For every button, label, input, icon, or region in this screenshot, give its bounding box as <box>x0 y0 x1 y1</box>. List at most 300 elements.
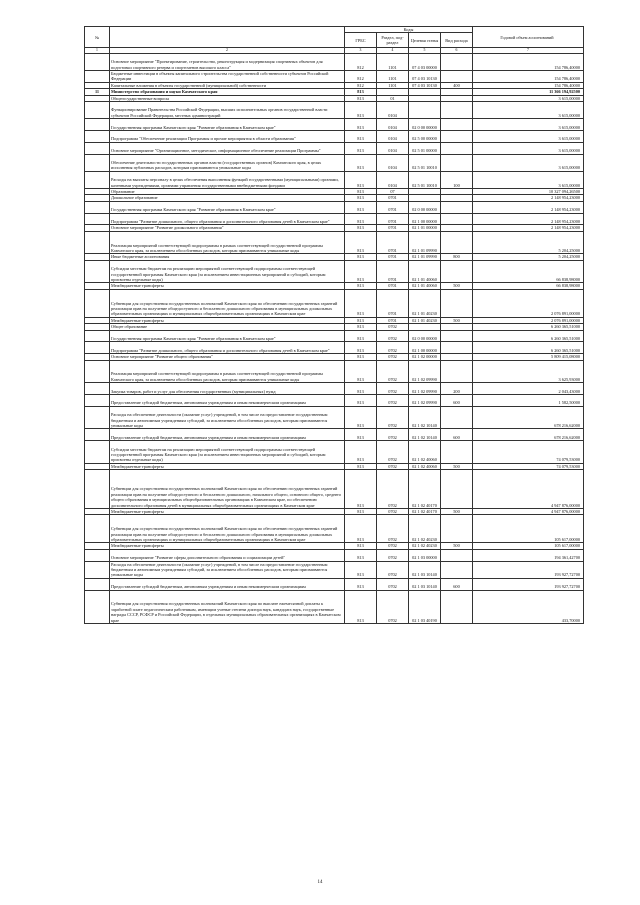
row-razdel: 0104 <box>377 142 409 154</box>
table-row <box>85 102 584 119</box>
budget-table <box>84 26 584 624</box>
row-sum: 2 076 891,00000 <box>473 317 584 323</box>
row-vid: 200 <box>441 383 473 395</box>
row-num <box>85 578 110 590</box>
row-razdel: 0702 <box>377 561 409 578</box>
row-sum: 678 216,62000 <box>473 406 584 429</box>
row-sum: 74 079,53000 <box>473 463 584 469</box>
row-num <box>85 470 110 509</box>
row-razdel: 0702 <box>377 383 409 395</box>
row-name: Предоставление субсидий бюджетным, автономным учреждениям и иным некоммерческим организациям <box>110 578 345 590</box>
row-name: Основное мероприятие "Развитие общего образования" <box>110 354 345 360</box>
row-grbs: 813 <box>345 383 377 395</box>
row-num <box>85 406 110 429</box>
row-razdel: 0702 <box>377 590 409 623</box>
row-csr: 02 1 02 40230 <box>409 543 441 549</box>
row-name: Общее образование <box>110 324 345 330</box>
row-csr: 02 1 02 10140 <box>409 429 441 441</box>
header-razdel: Раздел, под-раздел <box>377 33 409 48</box>
row-csr: 02 1 02 40060 <box>409 441 441 464</box>
row-csr: 07 4 03 00000 <box>409 53 441 70</box>
row-grbs: 813 <box>345 406 377 429</box>
row-name: Дошкольное образование <box>110 195 345 201</box>
row-razdel: 0702 <box>377 543 409 549</box>
row-grbs: 813 <box>345 283 377 289</box>
row-csr: 02 1 01 09990 <box>409 254 441 260</box>
row-grbs: 812 <box>345 71 377 83</box>
row-sum: 3 615,00000 <box>473 142 584 154</box>
row-razdel: 0701 <box>377 225 409 231</box>
row-vid: 100 <box>441 171 473 188</box>
row-razdel: 0702 <box>377 360 409 383</box>
row-razdel: 0104 <box>377 171 409 188</box>
header-grbs: ГРБС <box>345 33 377 48</box>
row-razdel: 0702 <box>377 354 409 360</box>
row-csr: 02 1 00 00000 <box>409 213 441 225</box>
row-sum: 2 148 954,23000 <box>473 213 584 225</box>
row-name: Иные бюджетные ассигнования <box>110 254 345 260</box>
row-vid: 600 <box>441 429 473 441</box>
row-vid <box>441 131 473 143</box>
row-sum: 3 615,00000 <box>473 154 584 171</box>
row-csr: 07 4 03 10130 <box>409 71 441 83</box>
row-csr: 02 1 02 09990 <box>409 383 441 395</box>
colnum-2: 2 <box>110 48 345 53</box>
row-sum: 3 625,93000 <box>473 360 584 383</box>
row-razdel: 1101 <box>377 71 409 83</box>
colnum-7: 7 <box>473 48 584 53</box>
row-name: Субсидии местным бюджетам на реализацию мероприятий соответствующей подпрограммы соответствующей государственной программы Камчатского края (за исключением инвестиционных мероприятий и субсидий, которым присвоены отдельные коды) <box>110 260 345 283</box>
row-num <box>85 383 110 395</box>
row-name: Субвенции для осуществления государственных полномочий Камчатского края по обеспечению государственных гарантий реализации прав на получение общедоступного и бесплатного дошкольного, начального общего, основного общего, среднего общего образования в муниципальных общеобразовательных организациях в Камчатском крае, по обеспечению дополнительного образования детей в муниципальных общеобразовательных организациях в Камчатском крае <box>110 470 345 509</box>
table-row <box>85 470 584 509</box>
table-row <box>85 213 584 225</box>
table-row <box>85 330 584 342</box>
row-vid <box>441 590 473 623</box>
row-sum: 66 838,98000 <box>473 283 584 289</box>
row-razdel: 0701 <box>377 260 409 283</box>
row-num <box>85 231 110 254</box>
row-name: Министерство образования и науки Камчатского края <box>110 89 345 95</box>
header-num: № <box>85 27 110 48</box>
row-grbs: 813 <box>345 561 377 578</box>
row-grbs: 813 <box>345 463 377 469</box>
row-csr: 02 1 01 09990 <box>409 231 441 254</box>
row-csr: 02 1 01 40230 <box>409 317 441 323</box>
row-vid <box>441 213 473 225</box>
row-grbs: 813 <box>345 201 377 213</box>
row-name: Межбюджетные трансферты <box>110 508 345 514</box>
row-csr: 02 1 02 09990 <box>409 360 441 383</box>
row-grbs: 813 <box>345 225 377 231</box>
row-csr: 02 1 02 10140 <box>409 406 441 429</box>
row-name: Межбюджетные трансферты <box>110 317 345 323</box>
row-sum: 74 079,53000 <box>473 441 584 464</box>
row-grbs: 813 <box>345 317 377 323</box>
row-name: Межбюджетные трансферты <box>110 283 345 289</box>
row-razdel: 1101 <box>377 53 409 70</box>
row-name: Государственная программа Камчатского края "Развитие образования в Камчатском крае" <box>110 119 345 131</box>
row-name: Подпрограмма "Обеспечение реализации Программы и прочие мероприятия в области образования" <box>110 131 345 143</box>
row-vid <box>441 102 473 119</box>
row-sum: 3 615,00000 <box>473 119 584 131</box>
table-row <box>85 383 584 395</box>
row-vid <box>441 549 473 561</box>
row-sum: 5 809 415,08000 <box>473 354 584 360</box>
row-razdel: 07 <box>377 188 409 194</box>
row-num <box>85 260 110 283</box>
table-row <box>85 429 584 441</box>
table-row <box>85 289 584 317</box>
row-razdel: 0104 <box>377 119 409 131</box>
row-vid <box>441 561 473 578</box>
row-razdel: 0702 <box>377 463 409 469</box>
row-csr: 02 0 00 00000 <box>409 330 441 342</box>
row-vid <box>441 342 473 354</box>
row-name: Подпрограмма "Развитие дошкольного, общего образования и дополнительного образования детей в Камчатском крае" <box>110 342 345 354</box>
row-vid <box>441 119 473 131</box>
row-grbs: 812 <box>345 82 377 88</box>
row-name: Субвенции для осуществления государственных полномочий Камчатского края по обеспечению государственных гарантий реализации прав на получение общедоступного и бесплатного дошкольного образования в муниципальных дошкольных образовательных организациях и муниципальных общеобразовательных организациях в Камчатском крае <box>110 289 345 317</box>
row-name: Субвенции для осуществления государственных полномочий Камчатского края по выплате ежемесячной доплаты к заработной плате педагогическим работникам, имеющим ученые степени доктора наук, кандидата наук, государственные награды СССР, РСФСР и Российской Федерации, в отдельных муниципальных образовательных организациях в Камчатском крае <box>110 590 345 623</box>
row-name: Образование <box>110 188 345 194</box>
row-num <box>85 561 110 578</box>
row-sum: 154 786,40000 <box>473 71 584 83</box>
row-razdel: 0701 <box>377 213 409 225</box>
row-sum: 10 327 094,26500 <box>473 188 584 194</box>
row-name: Субвенции для осуществления государственных полномочий Камчатского края по обеспечению государственных гарантий реализации прав на получение общедоступного и бесплатного дошкольного образования в муниципальных дошкольных образовательных организациях и муниципальных общеобразовательных организациях в Камчатском крае <box>110 515 345 543</box>
row-num <box>85 429 110 441</box>
table-row <box>85 549 584 561</box>
row-sum: 154 786,40000 <box>473 53 584 70</box>
row-razdel: 0701 <box>377 289 409 317</box>
row-num: 11 <box>85 89 110 95</box>
row-sum: 11 366 194,92500 <box>473 89 584 95</box>
table-row <box>85 578 584 590</box>
row-grbs: 813 <box>345 260 377 283</box>
row-vid: 600 <box>441 395 473 407</box>
row-num <box>85 201 110 213</box>
row-grbs: 813 <box>345 131 377 143</box>
header-csr: Целевая статья <box>409 33 441 48</box>
row-razdel: 0702 <box>377 441 409 464</box>
row-razdel: 0701 <box>377 254 409 260</box>
row-num <box>85 395 110 407</box>
row-razdel: 0702 <box>377 515 409 543</box>
row-vid: 500 <box>441 317 473 323</box>
row-razdel: 0702 <box>377 508 409 514</box>
row-name: Межбюджетные трансферты <box>110 463 345 469</box>
row-csr: 02 1 02 40230 <box>409 515 441 543</box>
row-name: Расходы на выплаты персоналу в целях обеспечения выполнения функций государственными (муниципальными) органами, казенными учреждениями, органами управления государственными внебюджетными фондами <box>110 171 345 188</box>
row-grbs: 813 <box>345 395 377 407</box>
row-vid <box>441 142 473 154</box>
colnum-6: 6 <box>441 48 473 53</box>
row-name: Предоставление субсидий бюджетным, автономным учреждениям и иным некоммерческим организациям <box>110 395 345 407</box>
row-name: Основное мероприятие "Развитие дошкольного образования" <box>110 225 345 231</box>
row-grbs: 813 <box>345 324 377 330</box>
row-sum: 6 260 365,51000 <box>473 324 584 330</box>
row-num <box>85 171 110 188</box>
row-name: Предоставление субсидий бюджетным, автономным учреждениям и иным некоммерческим организациям <box>110 429 345 441</box>
row-name: Реализация мероприятий соответствующей подпрограммы в рамках соответствующей государственной программы Камчатского края, за исключением обособленных расходов, которым присваиваются уникальные коды <box>110 360 345 383</box>
table-row <box>85 360 584 383</box>
row-csr: 07 4 03 10130 <box>409 82 441 88</box>
row-sum: 2 076 891,00000 <box>473 289 584 317</box>
row-sum: 678 216,62000 <box>473 429 584 441</box>
row-csr <box>409 102 441 119</box>
row-grbs: 813 <box>345 254 377 260</box>
row-vid: 600 <box>441 578 473 590</box>
row-sum: 433,70000 <box>473 590 584 623</box>
row-sum: 2 043,43000 <box>473 383 584 395</box>
row-name: Подпрограмма "Развитие дошкольного, общего образования и дополнительного образования детей в Камчатском крае" <box>110 213 345 225</box>
row-grbs: 813 <box>345 342 377 354</box>
table-row <box>85 231 584 254</box>
row-razdel: 0702 <box>377 429 409 441</box>
row-vid <box>441 515 473 543</box>
row-csr: 02 1 02 00000 <box>409 354 441 360</box>
row-num <box>85 360 110 383</box>
row-sum: 5 204,25000 <box>473 254 584 260</box>
row-sum: 105 617,00000 <box>473 515 584 543</box>
row-name: Функционирование Правительства Российской Федерации, высших исполнительных органов государственной власти субъектов Российской Федерации, местных администраций <box>110 102 345 119</box>
row-sum: 2 148 954,23000 <box>473 195 584 201</box>
table-body <box>85 53 584 623</box>
row-vid <box>441 330 473 342</box>
row-sum: 3 615,00000 <box>473 171 584 188</box>
row-sum: 194 361,42700 <box>473 549 584 561</box>
row-razdel: 0702 <box>377 549 409 561</box>
row-razdel: 0104 <box>377 154 409 171</box>
row-sum: 4 947 876,00000 <box>473 508 584 514</box>
row-sum: 2 148 954,23000 <box>473 201 584 213</box>
row-num <box>85 119 110 131</box>
row-grbs: 813 <box>345 590 377 623</box>
row-num <box>85 549 110 561</box>
row-grbs: 813 <box>345 289 377 317</box>
row-name: Общегосударственные вопросы <box>110 95 345 101</box>
row-grbs: 813 <box>345 508 377 514</box>
row-grbs: 813 <box>345 360 377 383</box>
row-sum: 2 148 954,23000 <box>473 225 584 231</box>
row-vid <box>441 154 473 171</box>
row-razdel: 0702 <box>377 324 409 330</box>
row-sum: 6 260 365,51000 <box>473 330 584 342</box>
table-row <box>85 71 584 83</box>
table-row <box>85 119 584 131</box>
row-grbs: 813 <box>345 142 377 154</box>
page-number: 14 <box>317 880 323 885</box>
row-name: Расходы на обеспечение деятельности (оказание услуг) учреждений, в том числе на предоставление государственным бюджетным и автономным учреждениям субсидий, за исключением обособленных расходов, которым присваиваются уникальные коды <box>110 561 345 578</box>
row-grbs: 813 <box>345 549 377 561</box>
row-num <box>85 102 110 119</box>
row-vid: 400 <box>441 82 473 88</box>
row-sum: 4 947 876,00000 <box>473 470 584 509</box>
row-razdel: 0104 <box>377 131 409 143</box>
row-vid <box>441 260 473 283</box>
table-row <box>85 142 584 154</box>
table-row <box>85 154 584 171</box>
row-sum: 5 204,25000 <box>473 231 584 254</box>
colnum-3: 3 <box>345 48 377 53</box>
table-row <box>85 131 584 143</box>
row-num <box>85 515 110 543</box>
row-vid <box>441 201 473 213</box>
table-row <box>85 441 584 464</box>
row-num <box>85 213 110 225</box>
row-grbs: 813 <box>345 213 377 225</box>
table-row <box>85 171 584 188</box>
row-name: Межбюджетные трансферты <box>110 543 345 549</box>
row-vid: 500 <box>441 508 473 514</box>
row-razdel: 0701 <box>377 317 409 323</box>
row-razdel: 0702 <box>377 578 409 590</box>
row-csr: 02 1 02 40170 <box>409 508 441 514</box>
row-name: Основное мероприятие "Организационное, методическое, информационное обеспечение реализации Программы" <box>110 142 345 154</box>
row-name: Основное мероприятие "Развитие сферы дополнительного образования и социализации детей" <box>110 549 345 561</box>
row-grbs: 813 <box>345 330 377 342</box>
header-sum: Годовой объем ассигнований <box>473 27 584 48</box>
row-grbs: 813 <box>345 543 377 549</box>
row-razdel: 0701 <box>377 195 409 201</box>
row-razdel: 0701 <box>377 201 409 213</box>
row-sum: 3 615,00000 <box>473 131 584 143</box>
colnum-4: 4 <box>377 48 409 53</box>
row-vid <box>441 71 473 83</box>
row-razdel: 1101 <box>377 82 409 88</box>
row-csr: 02 1 01 40060 <box>409 260 441 283</box>
row-vid <box>441 441 473 464</box>
row-grbs: 813 <box>345 188 377 194</box>
row-csr: 02 1 01 40230 <box>409 289 441 317</box>
row-name: Субсидии местным бюджетам на реализацию мероприятий соответствующей подпрограммы соответствующей государственной программы Камчатского края (за исключением инвестиционных мероприятий и субсидий, которым присвоены отдельные коды) <box>110 441 345 464</box>
row-grbs: 813 <box>345 578 377 590</box>
row-sum: 193 927,72700 <box>473 578 584 590</box>
row-sum: 3 615,00000 <box>473 102 584 119</box>
row-num <box>85 590 110 623</box>
row-name: Реализация мероприятий соответствующей подпрограммы в рамках соответствующей государственной программы Камчатского края, за исключением обособленных расходов, которым присваиваются уникальные коды <box>110 231 345 254</box>
row-name: Капитальные вложения в объекты государственной (муниципальной) собственности <box>110 82 345 88</box>
row-name: Закупка товаров, работ и услуг для обеспечения государственных (муниципальных) нужд <box>110 383 345 395</box>
row-csr: 02 1 00 00000 <box>409 342 441 354</box>
row-razdel: 0702 <box>377 342 409 354</box>
row-csr: 02 5 01 10010 <box>409 171 441 188</box>
colnum-1: 1 <box>85 48 110 53</box>
row-vid: 500 <box>441 543 473 549</box>
row-razdel: 0702 <box>377 330 409 342</box>
table-row <box>85 515 584 543</box>
row-num <box>85 154 110 171</box>
row-name: Обеспечение деятельности государственных органов власти (государственных органов) Камчатского края, в целях исполнения публичных расходов, которым присваиваются уникальные коды <box>110 154 345 171</box>
row-grbs: 813 <box>345 95 377 101</box>
row-sum: 1 582,50000 <box>473 395 584 407</box>
row-razdel: 01 <box>377 95 409 101</box>
table-row <box>85 53 584 70</box>
row-vid <box>441 406 473 429</box>
row-csr: 02 1 03 10140 <box>409 578 441 590</box>
row-razdel: 0701 <box>377 231 409 254</box>
row-csr: 02 5 01 00000 <box>409 142 441 154</box>
row-num <box>85 131 110 143</box>
row-num <box>85 142 110 154</box>
row-name: Государственная программа Камчатского края "Развитие образования в Камчатском крае" <box>110 330 345 342</box>
row-sum: 105 617,00000 <box>473 543 584 549</box>
header-codes: Коды <box>345 27 473 33</box>
row-sum: 193 927,72700 <box>473 561 584 578</box>
row-sum: 6 260 365,51000 <box>473 342 584 354</box>
row-csr: 02 0 00 00000 <box>409 201 441 213</box>
row-csr: 02 0 00 00000 <box>409 119 441 131</box>
row-csr: 02 1 02 40060 <box>409 463 441 469</box>
row-grbs: 813 <box>345 470 377 509</box>
row-vid <box>441 53 473 70</box>
row-num <box>85 441 110 464</box>
budget-table-page <box>84 26 584 624</box>
row-vid <box>441 360 473 383</box>
row-grbs: 813 <box>345 354 377 360</box>
row-razdel: 0702 <box>377 470 409 509</box>
row-name: Бюджетные инвестиции в объекты капитального строительства государственной собственности субъектов Российской Федерации <box>110 71 345 83</box>
row-name: Государственная программа Камчатского края "Развитие образования в Камчатском крае" <box>110 201 345 213</box>
header-name <box>110 27 345 48</box>
row-csr: 02 1 01 00000 <box>409 225 441 231</box>
row-vid <box>441 470 473 509</box>
row-csr: 02 1 01 40060 <box>409 283 441 289</box>
table-row <box>85 260 584 283</box>
table-row <box>85 406 584 429</box>
row-vid <box>441 289 473 317</box>
row-csr: 02 5 01 10010 <box>409 154 441 171</box>
row-grbs: 812 <box>345 53 377 70</box>
row-grbs: 813 <box>345 102 377 119</box>
row-sum: 66 838,98000 <box>473 260 584 283</box>
row-vid <box>441 231 473 254</box>
row-csr: 02 1 03 40190 <box>409 590 441 623</box>
row-grbs: 813 <box>345 89 377 95</box>
row-num <box>85 289 110 317</box>
header-vid: Вид расхода <box>441 33 473 48</box>
row-csr: 02 1 02 40170 <box>409 470 441 509</box>
row-grbs: 813 <box>345 515 377 543</box>
row-grbs: 813 <box>345 171 377 188</box>
row-name: Основное мероприятие "Проектирование, строительство, реконструкция и модернизация спортивных объектов для подготовки спортивного резерва и спортсменов высокого класса" <box>110 53 345 70</box>
row-grbs: 813 <box>345 195 377 201</box>
table-row <box>85 201 584 213</box>
row-razdel: 0104 <box>377 102 409 119</box>
row-razdel: 0702 <box>377 395 409 407</box>
row-num <box>85 330 110 342</box>
table-row <box>85 561 584 578</box>
row-grbs: 813 <box>345 154 377 171</box>
row-csr: 02 1 03 00000 <box>409 549 441 561</box>
table-row <box>85 590 584 623</box>
row-csr: 02 5 00 00000 <box>409 131 441 143</box>
row-csr: 02 1 02 09990 <box>409 395 441 407</box>
row-num <box>85 71 110 83</box>
table-row <box>85 342 584 354</box>
row-grbs: 813 <box>345 429 377 441</box>
row-csr: 02 1 03 10140 <box>409 561 441 578</box>
row-sum: 154 786,40000 <box>473 82 584 88</box>
colnum-5: 5 <box>409 48 441 53</box>
row-num <box>85 53 110 70</box>
row-razdel: 0701 <box>377 283 409 289</box>
row-name: Расходы на обеспечение деятельности (оказание услуг) учреждений, в том числе на предоставление государственным бюджетным и автономным учреждениям субсидий, за исключением обособленных расходов, которым присваиваются уникальные коды <box>110 406 345 429</box>
table-row <box>85 395 584 407</box>
row-grbs: 813 <box>345 119 377 131</box>
row-grbs: 813 <box>345 441 377 464</box>
